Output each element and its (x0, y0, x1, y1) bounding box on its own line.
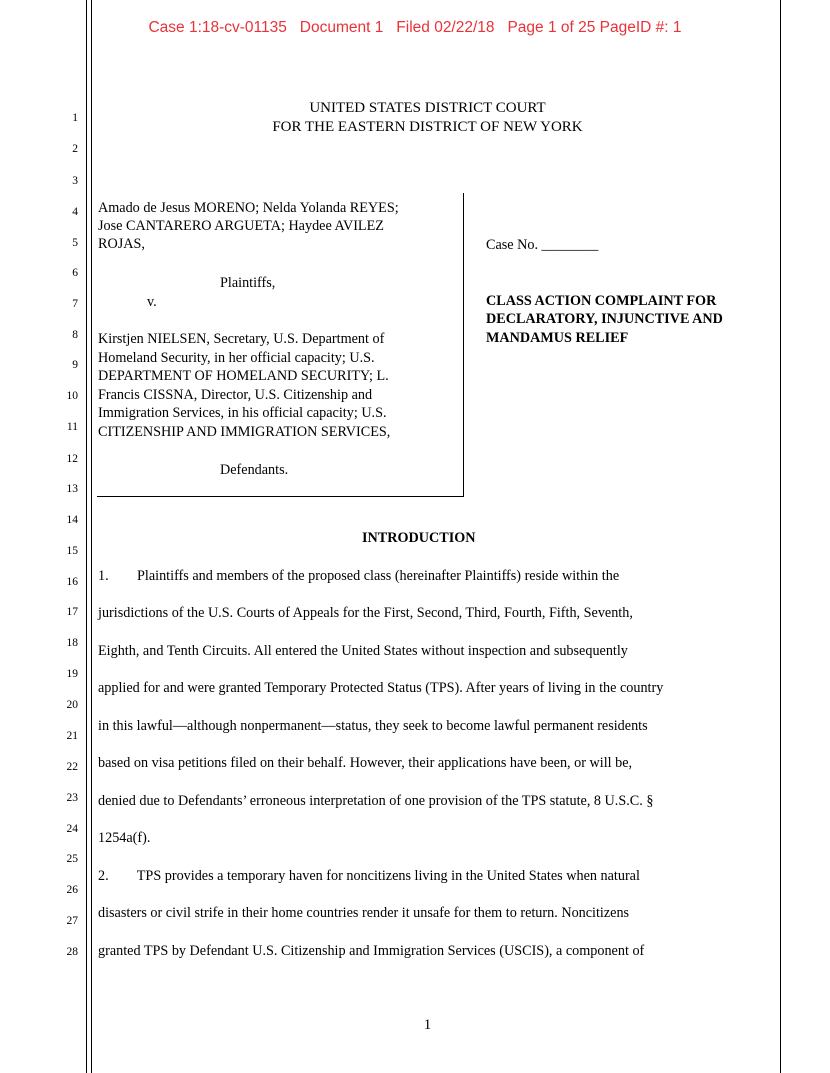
line-number: 16 (66, 576, 78, 588)
line-number: 21 (66, 730, 78, 742)
court-district: FOR THE EASTERN DISTRICT OF NEW YORK (272, 119, 583, 135)
body-line: 2. TPS provides a temporary haven for noncitizens living in the United States when natural (98, 868, 640, 884)
line-number: 5 (72, 237, 78, 249)
line-number: 11 (66, 421, 78, 433)
body-line: applied for and were granted Temporary Protected Status (TPS). After years of living in the country (98, 680, 664, 696)
line-number: 25 (66, 853, 78, 865)
body-line: granted TPS by Defendant U.S. Citizenship and Immigration Services (USCIS), a component of (98, 943, 645, 959)
line-number: 2 (72, 143, 78, 155)
body-line: Eighth, and Tenth Circuits. All entered the United States without inspection and subsequently (98, 643, 628, 659)
plaintiffs-label: Plaintiffs, (220, 275, 276, 291)
body-line: disasters or civil strife in their home countries render it unsafe for them to return. Noncitizens (98, 905, 630, 921)
plaintiffs-names-line: Amado de Jesus MORENO; Nelda Yolanda REYES; (98, 200, 399, 216)
line-number: 1 (72, 112, 78, 124)
body-line: denied due to Defendants’ erroneous interpretation of one provision of the TPS statute, 8 U.S.C. § (98, 793, 654, 809)
line-number: 28 (66, 946, 78, 958)
page-number: 1 (423, 1017, 432, 1033)
defendants-names-line: Immigration Services, in his official capacity; U.S. (98, 405, 387, 421)
line-number: 3 (72, 175, 78, 187)
body-line: 1. Plaintiffs and members of the proposed class (hereinafter Plaintiffs) reside within the (98, 568, 620, 584)
line-number: 10 (66, 390, 78, 402)
left-margin-rule-outer (86, 0, 87, 1073)
line-number: 23 (66, 792, 78, 804)
versus-label: v. (147, 294, 157, 310)
court-name: UNITED STATES DISTRICT COURT (309, 100, 546, 116)
line-number: 27 (66, 915, 78, 927)
line-number: 20 (66, 699, 78, 711)
line-number: 13 (66, 483, 78, 495)
defendants-names-line: Kirstjen NIELSEN, Secretary, U.S. Department of (98, 331, 385, 347)
line-number: 14 (66, 514, 78, 526)
line-number: 18 (66, 637, 78, 649)
line-number: 26 (66, 884, 78, 896)
line-number: 12 (66, 453, 78, 465)
plaintiffs-names-line: ROJAS, (98, 236, 145, 252)
filing-header: Case 1:18-cv-01135 Document 1 Filed 02/22/18 Page 1 of 25 PageID #: 1 (148, 19, 682, 36)
right-margin-rule (780, 0, 781, 1073)
line-number: 4 (72, 206, 78, 218)
plaintiffs-names-line: Jose CANTARERO ARGUETA; Haydee AVILEZ (98, 218, 384, 234)
complaint-title-line: MANDAMUS RELIEF (486, 330, 629, 346)
line-number: 17 (66, 606, 78, 618)
left-margin-rule-inner (91, 0, 92, 1073)
body-line: in this lawful—although nonpermanent—status, they seek to become lawful permanent residents (98, 718, 648, 734)
complaint-title-line: CLASS ACTION COMPLAINT FOR (486, 293, 717, 309)
complaint-title-line: DECLARATORY, INJUNCTIVE AND (486, 311, 723, 327)
defendants-label: Defendants. (220, 462, 289, 478)
case-number: Case No. ________ (486, 237, 599, 253)
line-number: 15 (66, 545, 78, 557)
defendants-names-line: CITIZENSHIP AND IMMIGRATION SERVICES, (98, 424, 391, 440)
body-line: 1254a(f). (98, 830, 151, 846)
line-number: 6 (72, 267, 78, 279)
line-number: 9 (72, 359, 78, 371)
line-number: 19 (66, 668, 78, 680)
line-number: 7 (72, 298, 78, 310)
caption-divider-vertical (463, 193, 464, 497)
defendants-names-line: Francis CISSNA, Director, U.S. Citizenship and (98, 387, 373, 403)
section-heading: INTRODUCTION (362, 530, 476, 546)
body-line: based on visa petitions filed on their behalf. However, their applications have been, or will be, (98, 755, 633, 771)
line-number: 22 (66, 761, 78, 773)
defendants-names-line: DEPARTMENT OF HOMELAND SECURITY; L. (98, 368, 389, 384)
body-line: jurisdictions of the U.S. Courts of Appeals for the First, Second, Third, Fourth, Fifth, Seventh, (98, 605, 633, 621)
defendants-names-line: Homeland Security, in her official capacity; U.S. (98, 350, 375, 366)
line-number: 8 (72, 329, 78, 341)
caption-divider-horizontal (97, 496, 464, 497)
line-number: 24 (66, 823, 78, 835)
